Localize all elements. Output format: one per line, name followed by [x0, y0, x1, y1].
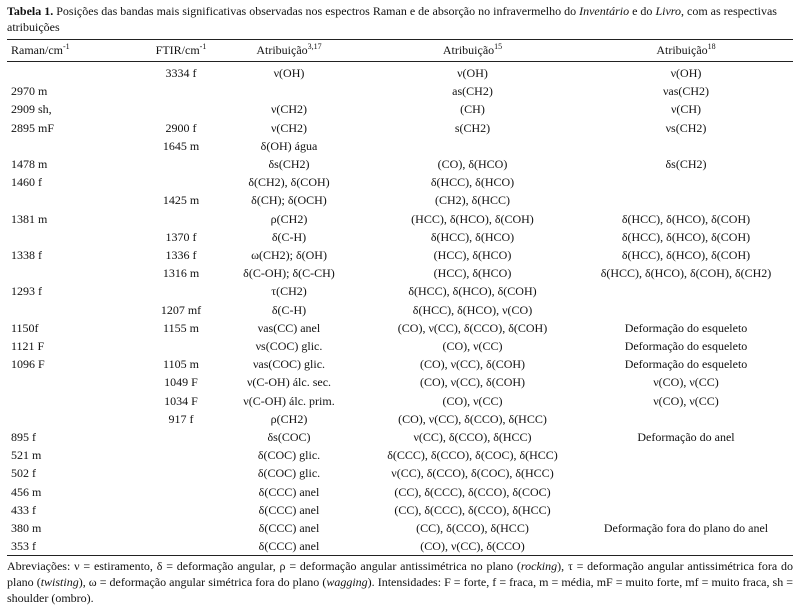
- cell-raman: [11, 228, 131, 246]
- table-row: [0, 537, 797, 555]
- table-row: [0, 210, 797, 228]
- cell-a3: [580, 173, 792, 191]
- cell-raman: 433 f: [11, 502, 36, 517]
- caption-inventario: Inventário: [579, 4, 630, 18]
- cell-a3: Deformação do anel: [637, 430, 735, 444]
- table-row: [0, 191, 797, 209]
- cell-a1: δ(CCC) anel: [258, 539, 320, 554]
- cell-a3: [580, 501, 792, 519]
- table-row: [0, 428, 797, 446]
- cell-ftir: [131, 210, 231, 228]
- cell-a2: ν(OH): [457, 66, 488, 80]
- cell-a2: (CO), ν(CC), δ(CCO), δ(COH): [397, 320, 548, 335]
- cell-ftir: [131, 501, 231, 519]
- cell-a3: νas(CH2): [662, 84, 710, 99]
- table-footnote: Abreviações: ν = estiramento, δ = deformação angular, ρ = deformação angular antissimétrica no plano (rocking), τ = deformação angular antissimétrica fora do plano (twisting), ω = deformação angular simétrica fora do plano (wagging). Intensidades: F = forte, f = fraca, m = média, mF = muito forte, mf = muito fraca, sh = shoulder (ombro).: [7, 559, 794, 605]
- cell-a2: δ(HCC), δ(HCO): [430, 175, 515, 190]
- cell-a3: [580, 537, 792, 555]
- cell-raman: 2895 mF: [11, 120, 55, 135]
- cell-a2: (CC), δ(CCC), δ(CCO), δ(HCC): [394, 502, 551, 517]
- cell-raman: 456 m: [11, 484, 42, 499]
- cell-a2: δ(HCC), δ(HCO): [430, 229, 515, 244]
- cell-a3: δ(HCC), δ(HCO), δ(COH): [621, 248, 751, 262]
- cell-raman: 1293 f: [11, 284, 42, 299]
- cell-ftir: [131, 82, 231, 100]
- cell-a3: δs(CH2): [665, 157, 707, 171]
- cell-a1: δ(CH); δ(OCH): [251, 193, 327, 208]
- cell-raman: 1381 m: [11, 211, 48, 226]
- table-row: [0, 64, 797, 82]
- cell-ftir: 1645 m: [162, 138, 200, 153]
- cell-ftir: 1336 f: [165, 248, 197, 262]
- cell-a2: (HCC), δ(HCO): [433, 248, 512, 262]
- cell-a3: νs(CH2): [665, 120, 707, 135]
- cell-a2: δ(HCC), δ(HCO), δ(COH): [408, 284, 537, 299]
- header-atribuicao-2: Atribuição$^{15}$: [442, 42, 503, 57]
- caption-text-1: Posições das bandas mais significativas observadas nos espectros Raman e de absorção no infravermelho do: [53, 4, 580, 18]
- cell-raman: 502 f: [11, 466, 36, 481]
- cell-a1: ρ(CH2): [270, 211, 308, 226]
- table-row: [0, 446, 797, 464]
- cell-a1: δ(OH) água: [260, 138, 318, 153]
- cell-a2: (CO), ν(CC), δ(CCO), δ(HCC): [398, 411, 547, 426]
- table-row: [0, 155, 797, 173]
- cell-a3: ν(CH): [670, 102, 702, 117]
- cell-raman: [11, 301, 131, 319]
- cell-a1: ν(C-OH) álc. sec.: [246, 375, 332, 390]
- cell-ftir: [131, 173, 231, 191]
- cell-raman: 2909 sh,: [11, 102, 52, 117]
- cell-a2: (CO), δ(HCO): [437, 157, 508, 171]
- cell-raman: [11, 410, 131, 428]
- table-row: [0, 392, 797, 410]
- cell-ftir: 1105 m: [163, 357, 199, 372]
- table-row: [0, 373, 797, 391]
- header-atribuicao-3: Atribuição$^{18}$: [656, 42, 716, 57]
- cell-a3: δ(HCC), δ(HCO), δ(COH): [621, 229, 751, 244]
- table-row: [0, 355, 797, 373]
- cell-raman: 521 m: [11, 448, 42, 463]
- cell-raman: 353 f: [11, 539, 36, 554]
- table-row: [0, 337, 797, 355]
- cell-a2: (CH): [460, 102, 485, 117]
- cell-raman: 1150f: [11, 320, 39, 335]
- table-row: [0, 100, 797, 118]
- cell-a3: δ(HCC), δ(HCO), δ(COH): [621, 211, 751, 226]
- cell-ftir: 1049 F: [164, 375, 198, 390]
- cell-raman: 1478 m: [11, 157, 48, 171]
- cell-a1: νas(COC) glic.: [252, 357, 326, 372]
- table-row: [0, 519, 797, 537]
- cell-a1: δs(CH2): [268, 157, 310, 171]
- table-row: [0, 246, 797, 264]
- cell-ftir: 3334 f: [165, 66, 197, 80]
- cell-ftir: 2900 f: [165, 120, 197, 135]
- cell-a1: [224, 82, 354, 100]
- table-caption: [7, 3, 793, 35]
- cell-ftir: [131, 483, 231, 501]
- cell-a3: ν(CO), ν(CC): [653, 375, 719, 390]
- table-row: [0, 501, 797, 519]
- table-row: [0, 483, 797, 501]
- cell-a1: δ(CCC) anel: [258, 484, 320, 499]
- cell-ftir: [131, 337, 231, 355]
- caption-text-3: , com as respectivas atribuições: [7, 4, 777, 34]
- cell-a2: (CC), δ(CCO), δ(HCC): [416, 521, 529, 535]
- cell-a1: δ(C-H): [271, 229, 307, 244]
- cell-raman: [11, 392, 131, 410]
- cell-ftir: 1370 f: [165, 229, 197, 244]
- cell-a1: δ(COC) glic.: [257, 466, 321, 481]
- table-row: [0, 119, 797, 137]
- cell-a3: [580, 191, 792, 209]
- header-atribuicao-1: Atribuição$^{3,17}$: [256, 42, 322, 57]
- cell-a2: δ(HCC), δ(HCO), ν(CO): [412, 302, 533, 317]
- cell-a3: ν(CO), ν(CC): [653, 393, 719, 408]
- cell-a2: s(CH2): [454, 120, 491, 135]
- cell-a2: (CO), ν(CC): [442, 339, 503, 353]
- cell-raman: [11, 137, 131, 155]
- cell-a2: ν(CC), δ(CCO), δ(COC), δ(HCC): [391, 466, 554, 481]
- cell-a2: as(CH2): [452, 84, 493, 99]
- cell-a3: [580, 410, 792, 428]
- cell-a2: (CH2), δ(HCC): [435, 193, 510, 208]
- cell-a3: Deformação do esqueleto: [624, 357, 748, 372]
- caption-text-2: e do: [629, 4, 656, 18]
- top-rule: [7, 39, 793, 40]
- cell-a1: τ(CH2): [271, 284, 307, 299]
- caption-livro: Livro: [655, 4, 681, 18]
- header-row: [0, 41, 797, 59]
- cell-a3: Deformação do esqueleto: [624, 320, 748, 335]
- cell-a2: (CO), ν(CC): [442, 393, 503, 408]
- cell-a3: Deformação do esqueleto: [624, 339, 748, 353]
- cell-a1: δ(CCC) anel: [258, 502, 320, 517]
- cell-a1: ω(CH2); δ(OH): [251, 248, 327, 262]
- cell-a2: (CO), ν(CC), δ(COH): [419, 375, 526, 390]
- cell-ftir: 1034 F: [164, 393, 198, 408]
- cell-ftir: [131, 446, 231, 464]
- cell-a2: (HCC), δ(HCO), δ(COH): [411, 211, 534, 226]
- table-row: [0, 464, 797, 482]
- table-row: [0, 82, 797, 100]
- cell-ftir: 1207 mf: [160, 302, 202, 317]
- cell-ftir: [131, 155, 231, 173]
- table-row: [0, 228, 797, 246]
- cell-raman: [11, 264, 131, 282]
- cell-raman: [11, 191, 131, 209]
- cell-raman: 895 f: [11, 430, 36, 444]
- cell-ftir: 917 f: [168, 411, 194, 426]
- cell-a2: δ(CCC), δ(CCO), δ(COC), δ(HCC): [387, 448, 558, 463]
- cell-raman: 1460 f: [11, 175, 42, 190]
- cell-ftir: [131, 428, 231, 446]
- table-row: [0, 137, 797, 155]
- cell-a2: ν(CC), δ(CCO), δ(HCC): [413, 430, 532, 444]
- cell-ftir: [131, 537, 231, 555]
- cell-a3: [580, 483, 792, 501]
- caption-label: Tabela 1.: [7, 4, 54, 18]
- cell-ftir: [131, 282, 231, 300]
- cell-a3: [580, 446, 792, 464]
- cell-a2: (HCC), δ(HCO): [433, 266, 512, 281]
- cell-a3: [580, 301, 792, 319]
- cell-a1: ρ(CH2): [270, 411, 308, 426]
- cell-ftir: 1316 m: [162, 266, 200, 281]
- cell-a3: [580, 137, 792, 155]
- cell-a2: (CC), δ(CCC), δ(CCO), δ(COC): [394, 484, 551, 499]
- cell-ftir: [131, 100, 231, 118]
- bottom-rule: [7, 555, 793, 556]
- cell-raman: 1338 f: [11, 248, 42, 262]
- cell-a1: ν(C-OH) álc. prim.: [243, 393, 335, 408]
- cell-a3: Deformação fora do plano do anel: [603, 521, 769, 535]
- cell-a1: ν(CH2): [270, 102, 308, 117]
- cell-a1: δs(COC): [267, 430, 311, 444]
- cell-a1: δ(C-H): [271, 302, 307, 317]
- cell-a1: δ(COC) glic.: [257, 448, 321, 463]
- cell-a1: δ(CH2), δ(COH): [248, 175, 330, 190]
- cell-a1: νas(CC) anel: [257, 320, 321, 335]
- cell-ftir: [131, 464, 231, 482]
- cell-a3: [580, 282, 792, 300]
- table-row: [0, 410, 797, 428]
- table-row: [0, 173, 797, 191]
- cell-ftir: [131, 519, 231, 537]
- cell-a2: [360, 137, 585, 155]
- table-row: [0, 282, 797, 300]
- cell-a3: ν(OH): [670, 66, 702, 80]
- cell-ftir: 1155 m: [163, 320, 199, 335]
- cell-a1: δ(CCC) anel: [258, 521, 320, 535]
- cell-ftir: 1425 m: [162, 193, 200, 208]
- cell-a3: [580, 464, 792, 482]
- table-row: [0, 264, 797, 282]
- cell-a1: ν(CH2): [270, 120, 308, 135]
- cell-raman: 2970 m: [11, 84, 48, 99]
- cell-raman: [11, 373, 131, 391]
- cell-a2: (CO), ν(CC), δ(CCO): [420, 539, 525, 554]
- cell-raman: 1096 F: [11, 357, 45, 372]
- cell-raman: [11, 64, 131, 82]
- cell-raman: 380 m: [11, 521, 42, 535]
- cell-a2: (CO), ν(CC), δ(COH): [419, 357, 526, 372]
- table-row: [0, 319, 797, 337]
- cell-a1: ν(OH): [273, 66, 305, 80]
- table-row: [0, 301, 797, 319]
- cell-raman: 1121 F: [11, 339, 45, 353]
- cell-a3: δ(HCC), δ(HCO), δ(COH), δ(CH2): [600, 266, 772, 281]
- header-raman: Raman/$cm^{-1}$: [11, 42, 70, 57]
- cell-a1: δ(C-OH); δ(C-CH): [243, 266, 335, 281]
- cell-a1: νs(COC) glic.: [255, 339, 323, 353]
- header-ftir: FTIR/$cm^{-1}$: [155, 42, 207, 57]
- header-rule: [7, 61, 793, 62]
